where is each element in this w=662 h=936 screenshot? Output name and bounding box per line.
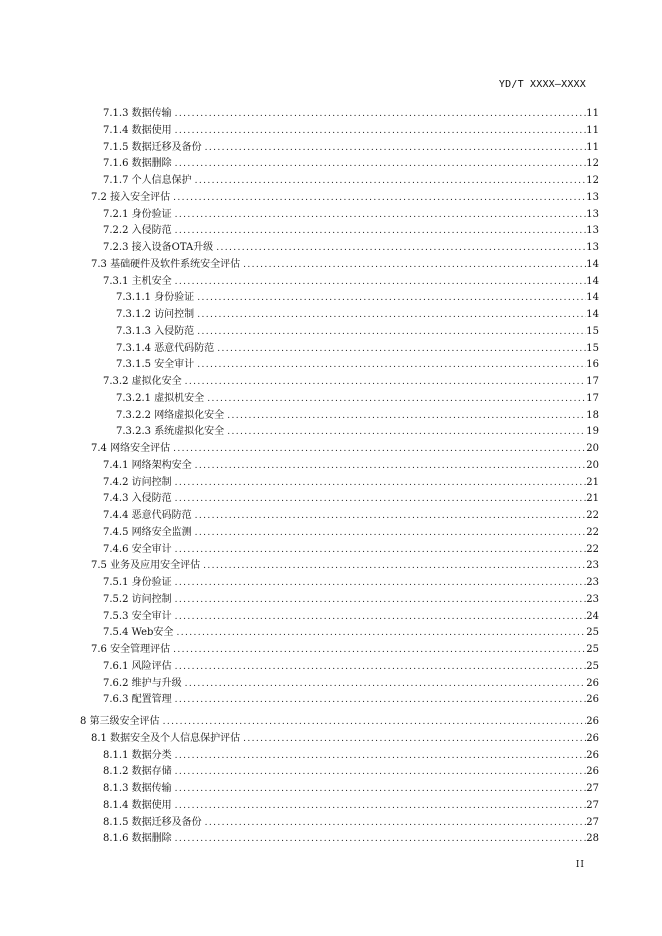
toc-entry-page: 13 [586, 242, 599, 253]
toc-entry-page: 11 [586, 108, 599, 119]
toc-leader-dots [175, 542, 587, 559]
toc-leader-dots [175, 764, 587, 781]
toc-entry[interactable] [0, 798, 662, 815]
toc-entry-page: 26 [586, 677, 599, 689]
toc-entry-number: 7.3.1.4 [116, 342, 151, 354]
toc-entry-title: 访问控制 [131, 476, 172, 488]
toc-entry-page: 27 [586, 783, 599, 794]
toc-entry-title: 数据安全及个人信息保护评估 [110, 732, 241, 744]
toc-entry-title: 数据删除 [131, 158, 172, 170]
toc-entry[interactable] [0, 391, 662, 408]
toc-entry-number: 8.1.2 [103, 766, 129, 778]
toc-entry-title: 身份验证 [131, 577, 172, 588]
toc-entry-page: 12 [586, 175, 599, 186]
toc-leader-dots [175, 659, 587, 676]
toc-entry-number: 7.1.4 [103, 124, 129, 136]
toc-entry-label [103, 491, 175, 508]
toc-entry-title: 访问控制 [154, 309, 195, 320]
page-number: II [575, 860, 585, 870]
toc-entry-number: 7.3.1 [103, 275, 129, 287]
toc-entry[interactable] [0, 341, 662, 358]
toc-leader-dots [175, 274, 587, 291]
toc-entry[interactable] [0, 625, 662, 642]
toc-entry-label [116, 391, 207, 408]
toc-leader-dots [195, 173, 587, 190]
toc-entry-title: 基础硬件及软件系统安全评估 [110, 258, 241, 270]
toc-entry[interactable] [0, 508, 662, 525]
toc-entry-title: 数据存储 [131, 766, 172, 778]
toc-entry-label [103, 575, 175, 592]
toc-entry-page: 21 [586, 493, 599, 505]
toc-leader-dots [175, 207, 587, 224]
toc-entry[interactable] [0, 525, 662, 542]
toc-leader-dots [175, 748, 587, 765]
toc-leader-dots [175, 491, 587, 508]
toc-entry-page: 18 [586, 409, 599, 421]
toc-entry[interactable] [0, 475, 662, 492]
toc-entry-title: 数据删除 [131, 833, 172, 845]
toc-entry[interactable] [0, 207, 662, 224]
toc-entry-page: 20 [586, 443, 599, 454]
toc-entry-page: 17 [586, 392, 599, 404]
toc-entry[interactable] [0, 374, 662, 391]
toc-entry-label [103, 525, 195, 542]
toc-entry-title: 安全审计 [154, 359, 195, 371]
toc-entry-number: 8.1.4 [103, 799, 129, 811]
toc-leader-dots [205, 140, 587, 157]
toc-entry[interactable] [0, 764, 662, 781]
toc-entry-label [103, 542, 175, 559]
toc-entry-page: 16 [586, 359, 599, 371]
toc-entry[interactable] [0, 223, 662, 240]
toc-entry-title: 身份验证 [154, 292, 195, 304]
toc-entry-page: 14 [586, 275, 599, 287]
toc-entry-number: 7.3.2.2 [116, 409, 151, 421]
toc-entry[interactable] [0, 748, 662, 765]
toc-entry-title: 接入设备OTA升级 [131, 242, 214, 253]
toc-entry-page: 22 [586, 526, 599, 538]
toc-entry[interactable] [0, 424, 662, 441]
toc-entry-page: 26 [586, 732, 599, 744]
toc-entry-label [103, 764, 175, 781]
toc-entry-label [103, 223, 175, 240]
toc-entry-label [91, 190, 173, 207]
toc-entry-number: 8.1 [91, 732, 107, 744]
toc-entry-page: 23 [586, 560, 599, 572]
toc-entry-label [91, 441, 173, 458]
toc-entry-page: 17 [586, 376, 599, 387]
toc-entry-page: 12 [586, 158, 599, 170]
toc-entry-page: 13 [586, 225, 599, 237]
toc-entry-page: 11 [586, 124, 599, 136]
toc-entry-title: 第三级安全评估 [89, 716, 160, 727]
toc-entry-title: 个人信息保护 [131, 175, 192, 186]
toc-entry-label [103, 123, 175, 140]
toc-entry-page: 26 [586, 694, 599, 706]
toc-entry-number: 8.1.5 [103, 816, 129, 828]
toc-entry-label [116, 341, 217, 358]
toc-entry-number: 7.4.3 [103, 493, 129, 505]
toc-entry[interactable] [0, 106, 662, 123]
toc-entry-number: 7.2 [91, 191, 107, 203]
toc-entry-title: 业务及应用安全评估 [110, 560, 201, 572]
toc-entry[interactable] [0, 781, 662, 798]
toc-entry-number: 7.3.1.5 [116, 359, 151, 371]
toc-entry[interactable] [0, 290, 662, 307]
toc-entry-number: 7.6.1 [103, 660, 129, 672]
toc-entry-label [103, 173, 195, 190]
toc-leader-dots [205, 815, 587, 832]
toc-entry-number: 7.4.5 [103, 526, 129, 538]
toc-entry-page: 22 [586, 543, 599, 555]
toc-entry[interactable] [0, 731, 662, 748]
toc-entry-page: 22 [586, 510, 599, 521]
toc-entry-page: 20 [586, 459, 599, 471]
toc-entry-title: 入侵防范 [154, 325, 195, 337]
toc-entry-label [116, 324, 197, 341]
toc-entry-number: 7.6.3 [103, 694, 129, 706]
toc-entry[interactable] [0, 831, 662, 848]
toc-entry[interactable] [0, 692, 662, 709]
toc-entry-number: 7.2.1 [103, 208, 129, 220]
toc-entry-page: 11 [586, 141, 599, 153]
toc-leader-dots [175, 798, 587, 815]
toc-entry-number: 7.6 [91, 644, 107, 655]
toc-leader-dots [217, 341, 586, 358]
toc-entry-title: 虚拟机安全 [154, 392, 205, 404]
toc-entry-label [91, 642, 173, 659]
toc-entry[interactable] [0, 714, 662, 731]
toc-entry-page: 14 [586, 309, 599, 320]
toc-leader-dots [185, 374, 587, 391]
toc-entry-number: 8.1.1 [103, 749, 129, 761]
toc-entry-label [116, 408, 227, 425]
toc-entry-label [103, 106, 175, 123]
toc-entry-label [91, 731, 243, 748]
toc-entry-title: 主机安全 [131, 275, 172, 287]
toc-entry-number: 7.4.2 [103, 476, 129, 488]
toc-entry-label [103, 508, 195, 525]
toc-entry-label [103, 156, 175, 173]
toc-entry-page: 14 [586, 258, 599, 270]
toc-entry-number: 7.1.7 [103, 175, 129, 186]
toc-leader-dots [175, 692, 587, 709]
toc-entry[interactable] [0, 642, 662, 659]
toc-entry-label [103, 798, 175, 815]
toc-leader-dots [173, 441, 586, 458]
toc-leader-dots [175, 123, 587, 140]
toc-entry[interactable] [0, 558, 662, 575]
toc-entry[interactable] [0, 458, 662, 475]
toc-entry-page: 25 [586, 627, 599, 639]
toc-entry-title: 数据迁移及备份 [131, 816, 202, 828]
toc-leader-dots [175, 223, 587, 240]
toc-entry-label [103, 374, 185, 391]
toc-entry-page: 26 [586, 716, 599, 727]
toc-leader-dots [175, 575, 587, 592]
toc-entry-label [103, 207, 175, 224]
toc-entry-title: 身份验证 [131, 208, 172, 220]
toc-entry-label [80, 714, 163, 731]
toc-entry-number: 7.3.2 [103, 376, 129, 387]
toc-entry-label [103, 748, 175, 765]
toc-entry[interactable] [0, 676, 662, 693]
toc-entry-label [116, 290, 197, 307]
toc-entry-label [116, 307, 197, 324]
toc-leader-dots [175, 831, 587, 848]
toc-leader-dots [163, 714, 587, 731]
toc-entry-label [103, 475, 175, 492]
toc-leader-dots [175, 609, 587, 626]
toc-entry-title: 网络架构安全 [131, 459, 192, 471]
toc-entry[interactable] [0, 123, 662, 140]
toc-entry-label [103, 831, 175, 848]
toc-leader-dots [243, 731, 586, 748]
toc-entry-title: 访问控制 [131, 593, 172, 605]
toc-leader-dots [227, 424, 586, 441]
toc-entry-number: 7.5 [91, 560, 107, 572]
toc-leader-dots [175, 781, 587, 798]
toc-leader-dots [175, 592, 587, 609]
toc-leader-dots [195, 525, 587, 542]
toc-entry-number: 7.3.2.3 [116, 426, 151, 438]
toc-leader-dots [176, 625, 586, 642]
toc-leader-dots [185, 676, 587, 693]
toc-entry[interactable] [0, 592, 662, 609]
toc-entry-page: 26 [586, 766, 599, 778]
document-code-header: YD/T XXXX—XXXX [498, 79, 586, 90]
toc-entry-title: 数据分类 [131, 749, 172, 761]
toc-entry-number: 7.5.2 [103, 593, 129, 605]
toc-entry-number: 7.3 [91, 258, 107, 270]
toc-entry[interactable] [0, 190, 662, 207]
toc-entry[interactable] [0, 542, 662, 559]
toc-entry[interactable] [0, 491, 662, 508]
toc-entry-title: 维护与升级 [131, 677, 182, 689]
toc-entry-number: 7.5.4 [103, 627, 129, 639]
toc-entry-page: 23 [586, 577, 599, 588]
toc-entry[interactable] [0, 575, 662, 592]
toc-entry-number: 7.4 [91, 443, 107, 454]
toc-entry-number: 7.3.2.1 [116, 392, 151, 404]
toc-entry-number: 7.2.2 [103, 225, 129, 237]
toc-entry-title: 安全审计 [131, 543, 172, 555]
toc-entry-number: 7.3.1.3 [116, 325, 151, 337]
toc-entry-title: 数据传输 [131, 108, 172, 119]
toc-entry-label [103, 676, 185, 693]
toc-entry-number: 7.4.6 [103, 543, 129, 555]
toc-entry-number: 7.6.2 [103, 677, 129, 689]
toc-entry-number: 7.1.6 [103, 158, 129, 170]
toc-entry-number: 8 [80, 716, 87, 727]
toc-leader-dots [197, 307, 586, 324]
toc-entry-page: 15 [586, 325, 599, 337]
toc-entry-page: 25 [586, 660, 599, 672]
toc-entry-page: 27 [586, 799, 599, 811]
toc-entry-number: 7.5.1 [103, 577, 129, 588]
toc-entry-page: 24 [586, 610, 599, 622]
toc-entry[interactable] [0, 659, 662, 676]
toc-leader-dots [243, 257, 586, 274]
toc-entry-label [103, 458, 195, 475]
toc-entry[interactable] [0, 408, 662, 425]
toc-entry-title: 风险评估 [131, 660, 172, 672]
toc-entry[interactable] [0, 156, 662, 173]
toc-entry-title: 入侵防范 [131, 225, 172, 237]
toc-entry-page: 23 [586, 593, 599, 605]
toc-leader-dots [203, 558, 586, 575]
toc-entry-page: 19 [586, 426, 599, 438]
toc-entry-title: 网络安全监测 [131, 526, 192, 538]
toc-entry-page: 28 [586, 833, 599, 845]
toc-entry-number: 7.4.4 [103, 510, 129, 521]
toc-entry-title: 数据使用 [131, 124, 172, 136]
toc-entry[interactable] [0, 274, 662, 291]
toc-entry-number: 8.1.3 [103, 783, 129, 794]
toc-entry-page: 15 [586, 342, 599, 354]
toc-entry-title: 网络虚拟化安全 [154, 409, 225, 421]
toc-leader-dots [207, 391, 586, 408]
toc-leader-dots [195, 508, 587, 525]
toc-leader-dots [197, 290, 586, 307]
toc-entry-page: 26 [586, 749, 599, 761]
toc-entry[interactable] [0, 240, 662, 257]
toc-entry-page: 27 [586, 816, 599, 828]
toc-entry-title: 数据使用 [131, 799, 172, 811]
toc-entry-label [91, 558, 203, 575]
toc-entry-label [103, 240, 216, 257]
toc-entry-label [103, 815, 205, 832]
toc-entry-label [103, 625, 176, 642]
toc-entry-label [116, 357, 197, 374]
toc-entry[interactable] [0, 324, 662, 341]
toc-entry-title: 配置管理 [131, 694, 172, 706]
toc-entry[interactable] [0, 257, 662, 274]
toc-entry-title: 系统虚拟化安全 [154, 426, 225, 438]
toc-leader-dots [175, 106, 587, 123]
toc-entry-title: 网络安全评估 [110, 443, 171, 454]
toc-entry[interactable] [0, 140, 662, 157]
toc-entry-label [116, 424, 227, 441]
toc-entry-title: 入侵防范 [131, 493, 172, 505]
toc-entry-number: 7.3.1.2 [116, 309, 151, 320]
toc-entry-label [103, 274, 175, 291]
toc-entry-number: 7.4.1 [103, 459, 129, 471]
toc-entry-title: 安全管理评估 [110, 644, 171, 655]
toc-entry-number: 7.2.3 [103, 242, 129, 253]
toc-entry[interactable] [0, 307, 662, 324]
toc-entry-page: 14 [586, 292, 599, 304]
toc-entry-number: 8.1.6 [103, 833, 129, 845]
toc-entry-number: 7.3.1.1 [116, 292, 151, 304]
toc-leader-dots [175, 475, 587, 492]
toc-entry-number: 7.5.3 [103, 610, 129, 622]
toc-entry[interactable] [0, 441, 662, 458]
toc-entry-page: 13 [586, 191, 599, 203]
toc-entry-page: 13 [586, 208, 599, 220]
toc-entry-title: 数据传输 [131, 783, 172, 794]
toc-leader-dots [175, 156, 587, 173]
toc-entry-label [103, 781, 175, 798]
toc-entry-page: 25 [586, 644, 599, 655]
toc-entry[interactable] [0, 357, 662, 374]
toc-entry-page: 21 [586, 476, 599, 488]
toc-leader-dots [227, 408, 586, 425]
toc-leader-dots [197, 357, 586, 374]
toc-entry-title: 接入安全评估 [110, 191, 171, 203]
toc-entry-number: 7.1.3 [103, 108, 129, 119]
toc-entry-title: Web安全 [131, 627, 174, 639]
toc-entry-number: 7.1.5 [103, 141, 129, 153]
toc-entry-title: 恶意代码防范 [154, 342, 215, 354]
toc-entry[interactable] [0, 609, 662, 626]
toc-entry[interactable] [0, 815, 662, 832]
toc-leader-dots [216, 240, 586, 257]
toc-entry-label [103, 140, 205, 157]
toc-leader-dots [195, 458, 587, 475]
toc-leader-dots [197, 324, 586, 341]
toc-entry-title: 恶意代码防范 [131, 510, 192, 521]
toc-entry-label [103, 659, 175, 676]
toc-entry[interactable] [0, 173, 662, 190]
table-of-contents [0, 106, 662, 848]
toc-entry-label [103, 609, 175, 626]
toc-entry-label [103, 592, 175, 609]
toc-leader-dots [173, 642, 586, 659]
toc-entry-label [91, 257, 243, 274]
toc-leader-dots [173, 190, 586, 207]
toc-entry-label [103, 692, 175, 709]
toc-entry-title: 虚拟化安全 [131, 376, 182, 387]
toc-entry-title: 数据迁移及备份 [131, 141, 202, 153]
toc-entry-title: 安全审计 [131, 610, 172, 622]
